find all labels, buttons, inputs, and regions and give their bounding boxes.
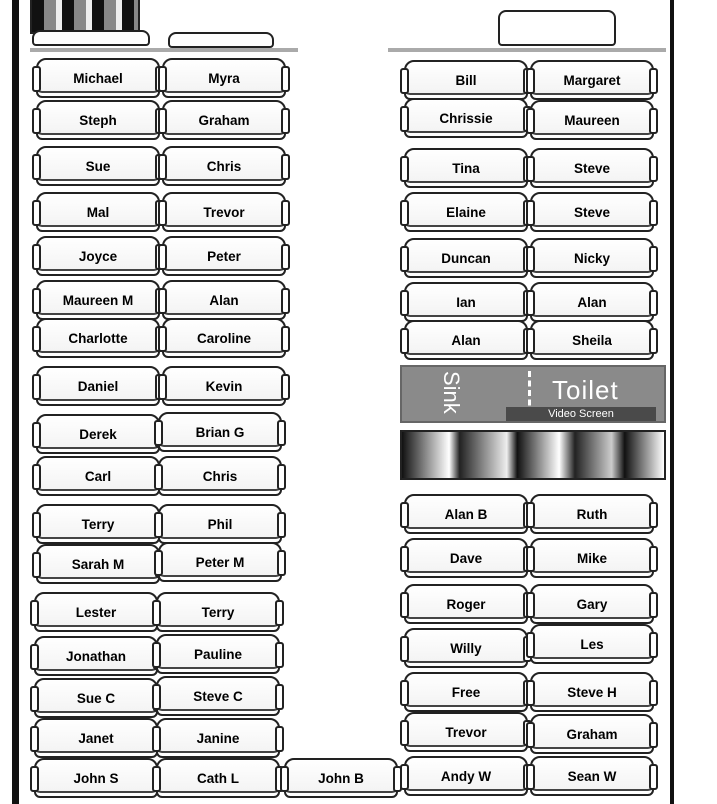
seat-r9b[interactable]	[530, 538, 654, 578]
seat-name: Nicky	[573, 250, 611, 266]
seat-m17[interactable]	[284, 758, 398, 798]
seat-r11a[interactable]	[404, 628, 528, 668]
driver-seat	[498, 10, 616, 46]
seat-name: Chris	[206, 158, 242, 174]
video-screen-label: Video Screen	[506, 407, 656, 421]
seat-name: Tina	[452, 160, 480, 176]
seat-l11a[interactable]	[36, 504, 160, 544]
seat-r14b[interactable]	[530, 756, 654, 796]
seat-name: Chrissie	[439, 110, 493, 126]
seat-name: Sean W	[567, 768, 617, 784]
seat-r7b[interactable]	[530, 320, 654, 360]
seat-l2a[interactable]	[36, 100, 160, 140]
seat-l15a[interactable]	[34, 678, 158, 718]
seat-name: Sue C	[76, 690, 116, 706]
seat-l15b[interactable]	[156, 676, 280, 716]
front-seat-left-2	[168, 32, 274, 48]
seat-l16b[interactable]	[156, 718, 280, 758]
seat-l17a[interactable]	[34, 758, 158, 798]
seat-name: Alan	[577, 294, 607, 310]
seat-name: Daniel	[77, 378, 119, 394]
seat-name: Sheila	[572, 332, 612, 348]
seat-l5b[interactable]	[162, 236, 286, 276]
seat-name: Les	[580, 636, 604, 652]
seat-name: Steve H	[567, 684, 617, 700]
seat-r7a[interactable]	[404, 320, 528, 360]
seat-l7b[interactable]	[162, 318, 286, 358]
seat-l7a[interactable]	[36, 318, 160, 358]
seat-l10a[interactable]	[36, 456, 160, 496]
seat-name: Chris	[202, 468, 238, 484]
seat-name: Jonathan	[65, 648, 126, 664]
seat-r10a[interactable]	[404, 584, 528, 624]
seat-r5a[interactable]	[404, 238, 528, 278]
seat-l6a[interactable]	[36, 280, 160, 320]
seat-l12b[interactable]	[158, 542, 282, 582]
seat-l8a[interactable]	[36, 366, 160, 406]
seat-r3b[interactable]	[530, 148, 654, 188]
seat-l16a[interactable]	[34, 718, 158, 758]
front-panel	[30, 0, 140, 34]
seat-r14a[interactable]	[404, 756, 528, 796]
seat-r12a[interactable]	[404, 672, 528, 712]
seat-name: Elaine	[446, 204, 486, 220]
seat-r9a[interactable]	[404, 538, 528, 578]
seat-r2a[interactable]	[404, 98, 528, 138]
seat-r10b[interactable]	[530, 584, 654, 624]
seat-l13b[interactable]	[156, 592, 280, 632]
seat-name: Graham	[566, 726, 618, 742]
seat-name: Roger	[446, 596, 486, 612]
seat-l9b[interactable]	[158, 412, 282, 452]
seat-l1a[interactable]	[36, 58, 160, 98]
seat-l17b[interactable]	[156, 758, 280, 798]
toilet-label: Toilet	[552, 375, 619, 405]
seat-l12a[interactable]	[36, 544, 160, 584]
seat-l14b[interactable]	[156, 634, 280, 674]
seat-r1b[interactable]	[530, 60, 654, 100]
seat-name: Duncan	[441, 250, 491, 266]
seat-name: Pauline	[193, 646, 242, 662]
seat-r12b[interactable]	[530, 672, 654, 712]
seat-r6b[interactable]	[530, 282, 654, 322]
seat-l2b[interactable]	[162, 100, 286, 140]
seat-name: Peter	[207, 248, 241, 264]
seat-l6b[interactable]	[162, 280, 286, 320]
seat-name: John S	[73, 770, 119, 786]
seat-name: Janet	[78, 730, 114, 746]
seat-r2b[interactable]	[530, 100, 654, 140]
seat-l5a[interactable]	[36, 236, 160, 276]
seat-name: Carl	[84, 468, 112, 484]
seat-name: Trevor	[203, 204, 245, 220]
seat-name: Gary	[576, 596, 608, 612]
seat-l4b[interactable]	[162, 192, 286, 232]
seat-l11b[interactable]	[158, 504, 282, 544]
seat-name: Dave	[449, 550, 483, 566]
seat-name: Mike	[576, 550, 607, 566]
seat-name: Andy W	[440, 768, 492, 784]
stairwell	[400, 430, 666, 480]
seat-name: John B	[318, 770, 364, 786]
seat-l14a[interactable]	[34, 636, 158, 676]
seat-name: Charlotte	[68, 330, 128, 346]
seat-name: Alan B	[444, 506, 488, 522]
seat-name: Maureen	[564, 112, 620, 128]
seat-name: Brian G	[195, 424, 245, 440]
seat-name: Terry	[81, 516, 115, 532]
seat-name: Mal	[86, 204, 110, 220]
seat-l9a[interactable]	[36, 414, 160, 454]
seat-name: Michael	[73, 70, 123, 86]
seat-r5b[interactable]	[530, 238, 654, 278]
seat-name: Myra	[208, 70, 240, 86]
seat-name: Willy	[450, 640, 482, 656]
seat-name: Caroline	[196, 330, 251, 346]
seat-name: Ruth	[576, 506, 608, 522]
seat-name: Kevin	[205, 378, 243, 394]
front-rail-right	[388, 48, 666, 52]
front-seat-left-1	[32, 30, 150, 46]
seat-name: Trevor	[445, 724, 487, 740]
seat-name: Sue	[85, 158, 111, 174]
seat-r8b[interactable]	[530, 494, 654, 534]
seat-name: Terry	[201, 604, 235, 620]
seat-name: Peter M	[195, 554, 245, 570]
seat-name: Alan	[451, 332, 481, 348]
toilet-area	[400, 365, 666, 423]
seat-l10b[interactable]	[158, 456, 282, 496]
seat-name: Janine	[196, 730, 240, 746]
seat-name: Lester	[75, 604, 117, 620]
sink-label: Sink	[439, 371, 464, 414]
seat-r13b[interactable]	[530, 714, 654, 754]
seat-name: Maureen M	[62, 292, 134, 308]
seat-name: Ian	[456, 294, 476, 310]
seat-name: Joyce	[78, 248, 118, 264]
seat-r4a[interactable]	[404, 192, 528, 232]
seat-l1b[interactable]	[162, 58, 286, 98]
seat-r11b[interactable]	[530, 624, 654, 664]
seat-r13a[interactable]	[404, 712, 528, 752]
seat-name: Graham	[198, 112, 250, 128]
seat-r8a[interactable]	[404, 494, 528, 534]
seat-name: Cath L	[197, 770, 239, 786]
seat-name: Steve	[573, 160, 611, 176]
seat-name: Alan	[209, 292, 239, 308]
seat-l3a[interactable]	[36, 146, 160, 186]
seat-name: Derek	[79, 426, 117, 442]
seat-r1a[interactable]	[404, 60, 528, 100]
seat-name: Margaret	[563, 72, 621, 88]
seat-r6a[interactable]	[404, 282, 528, 322]
seat-name: Phil	[207, 516, 233, 532]
seat-name: Steve	[573, 204, 611, 220]
seat-l13a[interactable]	[34, 592, 158, 632]
seat-r3a[interactable]	[404, 148, 528, 188]
seat-name: Steph	[79, 112, 117, 128]
seat-name: Bill	[455, 72, 477, 88]
front-rail-left	[30, 48, 298, 52]
seat-name: Steve C	[193, 688, 243, 704]
seat-l4a[interactable]	[36, 192, 160, 232]
seat-name: Sarah M	[71, 556, 125, 572]
seat-l3b[interactable]	[162, 146, 286, 186]
seat-l8b[interactable]	[162, 366, 286, 406]
seat-name: Free	[451, 684, 481, 700]
seat-r4b[interactable]	[530, 192, 654, 232]
